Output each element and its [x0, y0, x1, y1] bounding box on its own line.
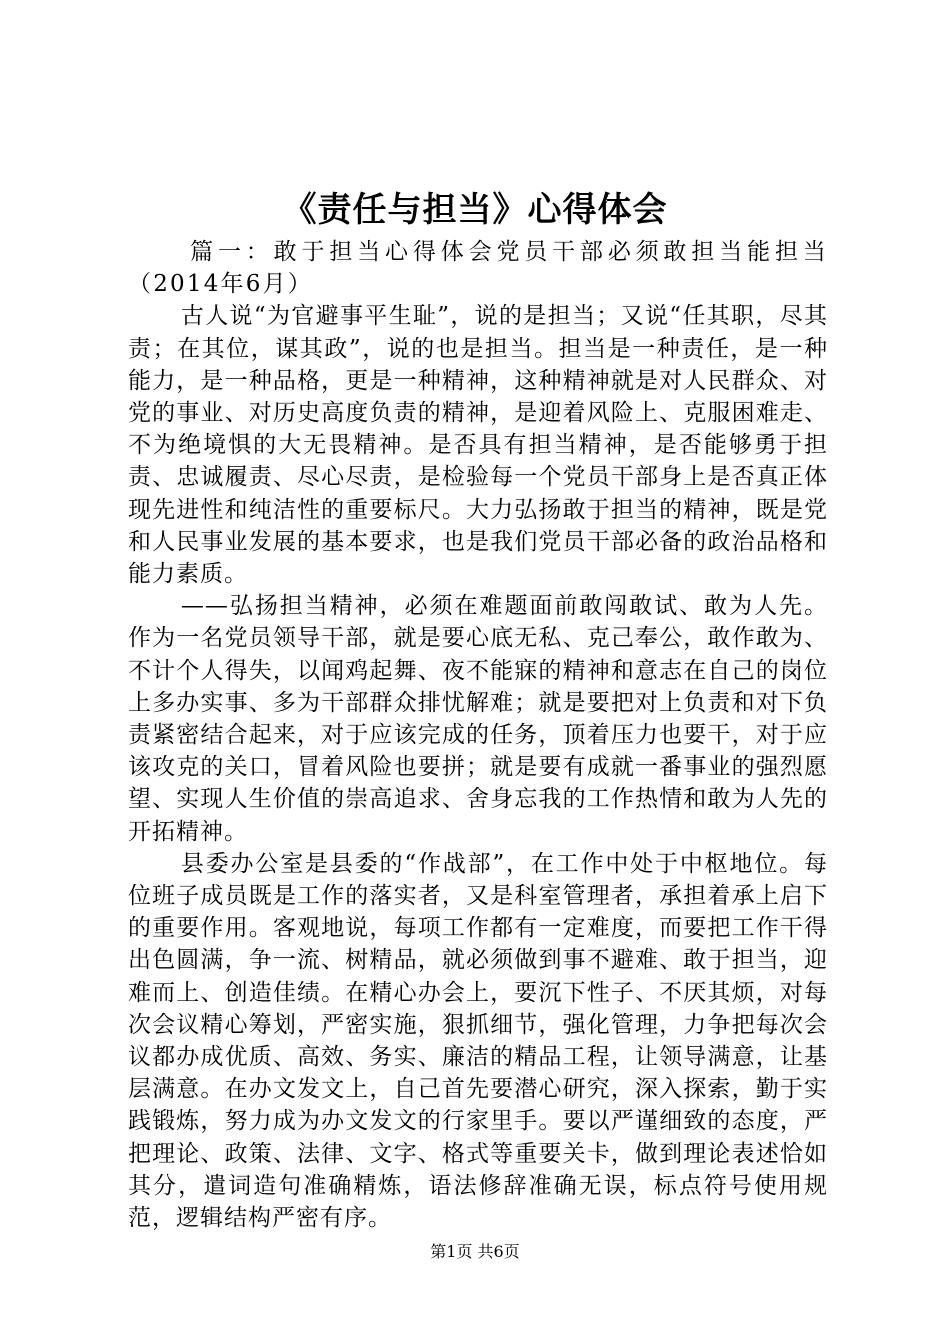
- page-footer: 第1页 共6页: [430, 1242, 520, 1261]
- paragraph-2: ——弘扬担当精神，必须在难题面前敢闯敢试、敢为人先。作为一名党员领导干部，就是要心底无私、克己奉公，敢作敢为、不计个人得失，以闻鸡起舞、夜不能寐的精神和意志在自己的岗位上多办实事、多为干部群众排忧解难；就是要把对上负责和对下负责紧密结合起来，对于应该完成的任务，顶着压力也要干，对于应该攻克的关口，冒着风险也要拼；就是要有成就一番事业的强烈愿望、实现人生价值的崇高追求、舍身忘我的工作热情和敢为人先的开拓精神。: [128, 593, 828, 845]
- paragraph-3: 县委办公室是县委的“作战部”，在工作中处于中枢地位。每位班子成员既是工作的落实者，又是科室管理者，承担着承上启下的重要作用。客观地说，每项工作都有一定难度，而要把工作干得出色圆满，争一流、树精品，就必须做到事不避难、敢于担当，迎难而上、创造佳绩。在精心办会上，要沉下性子、不厌其烦，对每次会议精心筹划，严密实施，狠抓细节，强化管理，力争把每次会议都办成优质、高效、务实、廉洁的精品工程，让领导满意，让基层满意。在办文发文上，自己首先要潜心研究，深入探索，勤于实践锻炼，努力成为办文发文的行家里手。要以严谨细致的态度，严把理论、政策、法律、文字、格式等重要关卡，做到理论表述恰如其分，遣词造句准确精炼，语法修辞准确无误，标点符号使用规范，逻辑结构严密有序。: [128, 850, 828, 1232]
- paragraph-1: 古人说“为官避事平生耻”，说的是担当；又说“任其职，尽其责；在其位，谋其政”，说的也是担当。担当是一种责任，是一种能力，是一种品格，更是一种精神，这种精神就是对人民群众、对党的事业、对历史高度负责的精神，是迎着风险上、克服困难走、不为绝境惧的大无畏精神。是否具有担当精神，是否能够勇于担责、忠诚履责、尽心尽责，是检验每一个党员干部身上是否真正体现先进性和纯洁性的重要标尺。大力弘扬敢于担当的精神，既是党和人民事业发展的基本要求，也是我们党员干部必备的政治品格和能力素质。: [128, 303, 828, 588]
- document-body: [128, 236, 828, 1234]
- document-subtitle: 篇一：敢于担当心得体会党员干部必须敢担当能担当（2014年6月）: [128, 239, 828, 298]
- document-title: 《责任与担当》心得体会: [282, 190, 668, 230]
